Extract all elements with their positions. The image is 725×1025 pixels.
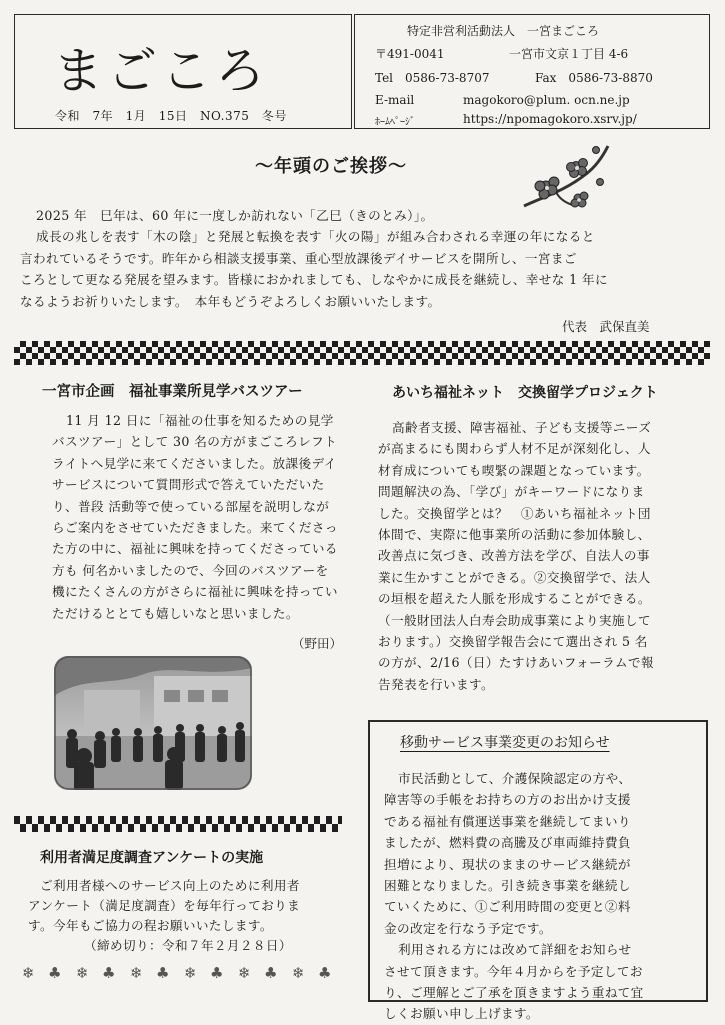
exchange-line: の方が、2/16（日）たすけあいフォーラムで報: [378, 655, 655, 671]
tree-icon: ♣: [48, 964, 62, 982]
exchange-line: 改善点に気づき、改善方法を学び、自法人の事: [378, 548, 650, 564]
fax: Fax 0586-73-8870: [535, 71, 653, 85]
bus-tour-line: た方の中に、福祉に興味を持ってくださっている: [52, 541, 338, 557]
address: 一宮市文京１丁目 4-6: [509, 47, 629, 61]
exchange-line: 体間で、実際に他事業所の活動に参加体験し、: [378, 527, 651, 543]
email[interactable]: magokoro@plum. ocn.ne.jp: [463, 93, 630, 107]
tree-icon: ♣: [102, 964, 116, 982]
greeting-line: 成長の兆しを表す「木の陰」と発展と転換を表す「火の陽」が組み合わされる幸運の年になると: [36, 229, 595, 245]
snowflake-icon: ❄: [292, 964, 305, 982]
survey-line: ご利用者様へのサービス向上のために利用者: [40, 878, 300, 893]
survey-deadline: （締め切り：令和７年２月２８日）: [84, 938, 292, 953]
exchange-line: した。交換留学とは？ ①あいち福祉ネット団: [378, 505, 651, 521]
tree-icon: ♣: [318, 964, 332, 982]
bus-tour-heading: 一宮市企画 福祉事業所見学バスツアー: [42, 384, 303, 400]
survey-body: [16, 876, 346, 956]
snowflake-icon: ❄: [22, 964, 35, 982]
mobility-heading: 移動サービス事業変更のお知らせ: [400, 735, 610, 751]
bus-tour-photo: [54, 656, 252, 790]
exchange-line: 材育成についても喫緊の課題となっています。: [378, 462, 650, 478]
bus-tour-line: バスツアー」として 30 名の方がまごころレフト: [52, 434, 338, 450]
email-label: E-mail: [375, 93, 415, 107]
exchange-line: （一般財団法人白寿会助成事業により実施して: [378, 612, 651, 628]
bus-tour-body: [52, 410, 352, 624]
bus-tour-line: サービスについて質問形式で答えていただいた: [52, 477, 325, 493]
org-name: 特定非営利活動法人 一宮まごころ: [407, 24, 600, 38]
bus-tour-author: （野田）: [292, 636, 343, 651]
website[interactable]: https://npomagokoro.xsrv.jp/: [463, 112, 637, 126]
bus-tour-line: ただけるととても嬉しいなと思いました。: [52, 605, 299, 621]
tree-icon: ♣: [156, 964, 170, 982]
exchange-line: 業に生かすことができる。②交換留学で、法人: [378, 569, 651, 585]
masthead-box: [14, 14, 352, 129]
mobility-line: させて頂きます。今年４月からを予定してお: [384, 963, 643, 979]
exchange-heading: あいち福祉ネット 交換留学プロジェクト: [392, 385, 658, 401]
newsletter-title: まごころ: [53, 42, 269, 100]
survey-line: す。今年もご協力の程お願いいたします。: [28, 918, 273, 933]
mobility-line: 金の改定を行なう予定です。: [384, 920, 552, 936]
mobility-notice-box: [368, 720, 708, 1022]
tree-icon: ♣: [264, 964, 278, 982]
mobility-line: り、ご理解とご了承を頂きますよう重ねて宜: [384, 985, 644, 1001]
bus-tour-line: ライトへ見学に来てくださいました。放課後デイ: [52, 455, 337, 471]
issue-line: 令和 7年 1月 15日 NO.375 冬号: [55, 109, 287, 123]
greeting-line: なるようお祈りいたします。 本年もどうぞよろしくお願いいたします。: [20, 293, 441, 309]
exchange-line: が高まるにも関わらず人材不足が深刻化し、人: [378, 441, 651, 457]
exchange-line: 高齢者支援、障害福祉、子ども支援等ニーズ: [392, 420, 652, 435]
exchange-line: 告発表を行います。: [378, 676, 494, 692]
snowflake-icon: ❄: [76, 964, 89, 982]
greeting-body: [20, 205, 694, 312]
mobility-line: ましたが、燃料費の高騰及び車両維持費負: [384, 835, 631, 851]
greeting-line: ころとして更なる発展を望みます。皆様におかれましても、しなやかに成長を継続し、幸せな 1 年に: [20, 272, 608, 288]
checker-divider: [14, 341, 710, 365]
snowflake-icon: ❄: [238, 964, 251, 982]
web-label: ﾎｰﾑﾍﾟｰｼﾞ: [375, 117, 415, 128]
bus-tour-line: 11 月 12 日に「福祉の仕事を知るための見学: [66, 413, 334, 428]
tel: Tel 0586-73-8707: [375, 71, 490, 85]
bus-tour-line: 方も 何名かいましたので、今回のバスツアーを: [52, 562, 329, 578]
greeting-heading: ～年頭のご挨拶～: [255, 156, 407, 177]
exchange-line: 問題解決の為、「学び」がキーワードになりま: [378, 484, 645, 500]
bus-tour-line: らご案内をさせていただきました。来てくださっ: [52, 520, 338, 536]
postal-code: 〒491-0041: [375, 47, 445, 61]
snowflake-icon: ❄: [184, 964, 197, 982]
mobility-line: ていくために、①ご利用時間の変更と②料: [384, 899, 631, 915]
survey-line: アンケート（満足度調査）を毎年行っておりま: [28, 898, 301, 913]
mobility-line: 障害等の手帳をお持ちの方のお出かけ支援: [384, 792, 631, 808]
greeting-line: 2025 年 巳年は、60 年に一度しか訪れない「乙巳（きのとみ）」。: [36, 208, 434, 223]
exchange-body: [378, 417, 713, 695]
contact-box: [354, 14, 710, 129]
mobility-body: [384, 768, 704, 1025]
greeting-line: 言われているそうです。昨年から相談支援事業、重心型放課後デイサービスを開所し、一宮まご: [20, 250, 577, 266]
snowflake-icon: ❄: [130, 964, 143, 982]
mobility-line: 担増により、現状のままのサービス継続が: [384, 856, 631, 872]
mobility-line: 困難となりました。引き続き事業を継続し: [384, 878, 631, 894]
tree-icon: ♣: [210, 964, 224, 982]
mobility-line: 市民活動として、介護保険認定の方や、: [398, 771, 632, 786]
exchange-line: おります。）交換留学報告会にて選出され 5 名: [378, 634, 648, 650]
survey-heading: 利用者満足度調査アンケートの実施: [40, 850, 264, 866]
greeting-signature: 代表 武保直美: [562, 319, 650, 334]
mobility-line: しくお願い申し上げます。: [384, 1006, 539, 1022]
mobility-line: 利用される方には改めて詳細をお知らせ: [398, 942, 632, 958]
exchange-line: の垣根を超えた人脈を形成することができる。: [378, 591, 651, 607]
bus-tour-line: 機にたくさんの方がさらに福祉に興味を持ってい: [52, 584, 338, 600]
striped-divider: [14, 816, 342, 832]
mobility-line: である福祉有償運送事業を継続してまいり: [384, 813, 631, 829]
bus-tour-line: り、普段 活動等で使っている部屋を説明しなが: [52, 498, 330, 514]
